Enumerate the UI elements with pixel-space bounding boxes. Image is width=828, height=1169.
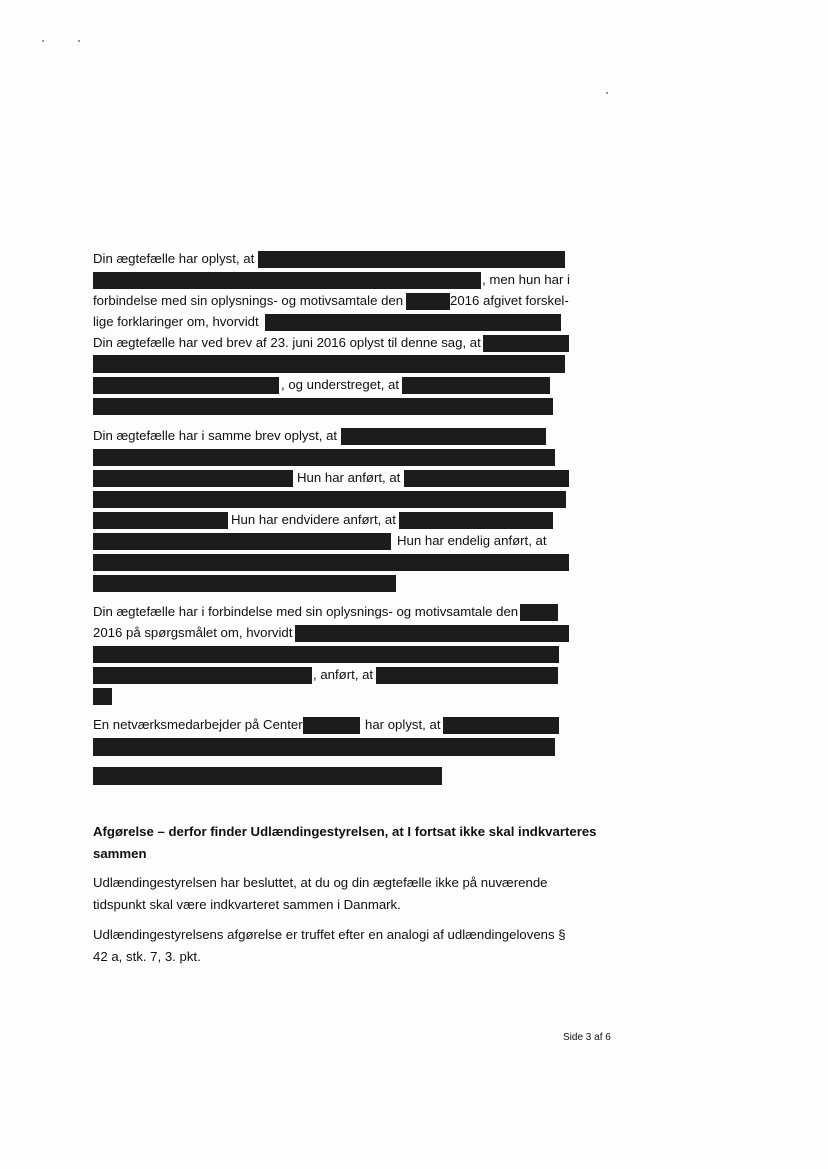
redaction-box bbox=[406, 293, 450, 310]
text-line: 42 a, stk. 7, 3. pkt. bbox=[93, 949, 201, 964]
redaction-box bbox=[93, 398, 553, 415]
page-number: Side 3 af 6 bbox=[563, 1032, 611, 1043]
redaction-box bbox=[295, 625, 569, 642]
text-line: 2016 på spørgsmålet om, hvorvidt bbox=[93, 625, 293, 640]
text-line: lige forklaringer om, hvorvidt bbox=[93, 314, 259, 329]
section-heading: Afgørelse – derfor finder Udlændingestyrelsen, at I fortsat ikke skal indkvarteres bbox=[93, 824, 597, 839]
scan-speck bbox=[606, 92, 608, 94]
redaction-box bbox=[483, 335, 569, 352]
text-line: Hun har endelig anført, at bbox=[397, 533, 547, 548]
redaction-box bbox=[520, 604, 558, 621]
redaction-box bbox=[93, 470, 293, 487]
redaction-box bbox=[443, 717, 559, 734]
redaction-box bbox=[93, 355, 565, 373]
text-line: Din ægtefælle har i forbindelse med sin oplysnings- og motivsamtale den bbox=[93, 604, 519, 619]
text-line: , anført, at bbox=[313, 667, 374, 682]
text-line: Din ægtefælle har ved brev af 23. juni 2016 oplyst til denne sag, at bbox=[93, 335, 481, 350]
text-line: , og understreget, at bbox=[281, 377, 400, 392]
redaction-box bbox=[258, 251, 565, 268]
redaction-box bbox=[93, 667, 312, 684]
redaction-box bbox=[376, 667, 558, 684]
redaction-box bbox=[265, 314, 561, 331]
redaction-box bbox=[404, 470, 569, 487]
redaction-box bbox=[93, 688, 112, 705]
section-heading: sammen bbox=[93, 846, 147, 861]
text-line: har oplyst, at bbox=[365, 717, 441, 732]
redaction-box bbox=[93, 646, 559, 663]
redaction-box bbox=[93, 377, 279, 394]
redaction-box bbox=[93, 738, 555, 756]
text-line: Din ægtefælle har oplyst, at bbox=[93, 251, 255, 266]
redaction-box bbox=[341, 428, 546, 445]
text-line: Din ægtefælle har i samme brev oplyst, at bbox=[93, 428, 338, 443]
redaction-box bbox=[93, 449, 555, 466]
text-line: tidspunkt skal være indkvarteret sammen i Danmark. bbox=[93, 897, 401, 912]
text-line: , men hun har i bbox=[482, 272, 570, 287]
scan-speck bbox=[78, 40, 80, 42]
redaction-box bbox=[93, 575, 396, 592]
redaction-box bbox=[93, 533, 391, 550]
text-line: En netværksmedarbejder på Center bbox=[93, 717, 303, 732]
redaction-box bbox=[399, 512, 553, 529]
redaction-box bbox=[93, 767, 442, 785]
text-line: 2016 afgivet forskel- bbox=[450, 293, 569, 308]
text-line: Udlændingestyrelsens afgørelse er truffet efter en analogi af udlændingelovens § bbox=[93, 927, 566, 942]
redaction-box bbox=[93, 272, 481, 289]
text-line: Udlændingestyrelsen har besluttet, at du og din ægtefælle ikke på nuværende bbox=[93, 875, 548, 890]
redaction-box bbox=[402, 377, 550, 394]
text-line: forbindelse med sin oplysnings- og motivsamtale den bbox=[93, 293, 404, 308]
text-line: Hun har endvidere anført, at bbox=[231, 512, 396, 527]
redaction-box bbox=[93, 512, 228, 529]
text-line: Hun har anført, at bbox=[297, 470, 401, 485]
scan-speck bbox=[42, 40, 44, 42]
redaction-box bbox=[93, 491, 566, 508]
redaction-box bbox=[303, 717, 360, 734]
redaction-box bbox=[93, 554, 569, 571]
